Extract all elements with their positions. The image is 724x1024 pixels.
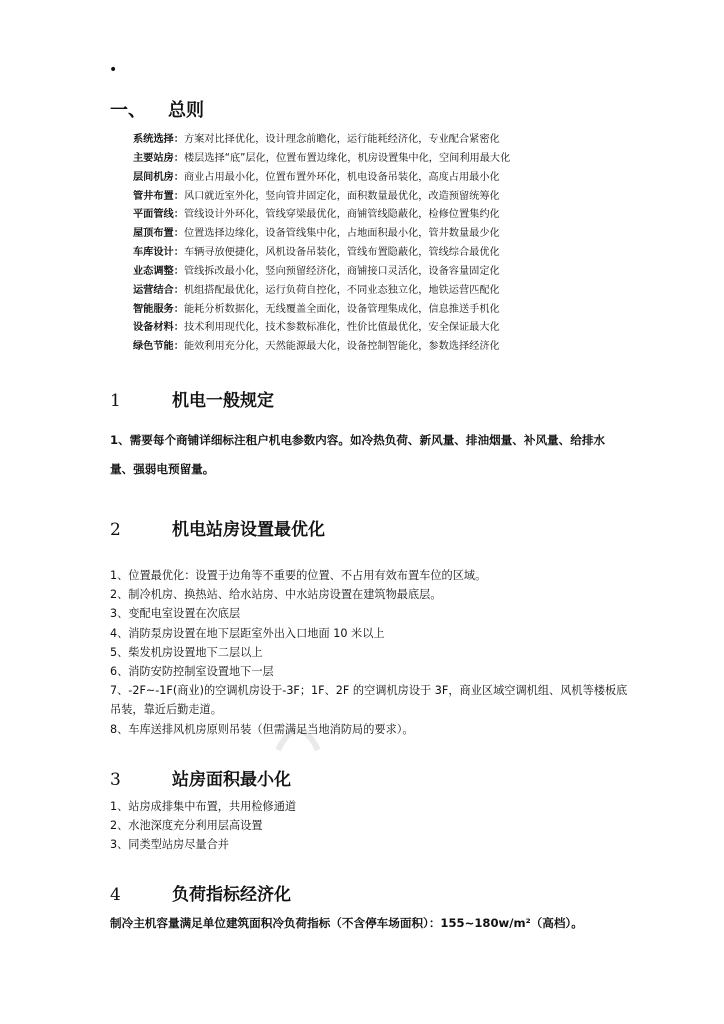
- list-item: 3、变配电室设置在次底层: [110, 607, 241, 621]
- section-1-heading: [110, 386, 274, 411]
- principle-text: 能耗分析数据化，无线覆盖全面化，设备管理集成化，信息推送手机化: [183, 303, 500, 315]
- section-2-list: [110, 566, 630, 739]
- principle-text: 商业占用最小化，位置布置外环化，机电设备吊装化，高度占用最小化: [183, 171, 500, 183]
- principle-item: [133, 263, 510, 282]
- list-item: 5、柴发机房设置地下二层以上: [110, 645, 263, 659]
- principle-key: 层间机房：: [133, 171, 184, 183]
- section-title: 站房面积最小化: [172, 770, 291, 790]
- principle-key: 管井布置：: [133, 190, 184, 202]
- principles-list: [133, 131, 510, 357]
- principle-text: 楼层选择“底”层化，位置布置边缘化，机房设置集中化，空间利用最大化: [183, 152, 511, 164]
- principle-item: [133, 301, 510, 320]
- principle-key: 系统选择：: [133, 134, 184, 145]
- principle-key: 绿色节能：: [133, 341, 184, 353]
- principle-key: 车库设计：: [133, 247, 184, 259]
- list-item: 1、位置最优化：设置于边角等不重要的位置、不占用有效布置车位的区域。: [110, 569, 487, 582]
- section-number: 4: [110, 885, 121, 905]
- section-3-list: [110, 797, 630, 855]
- principle-text: 位置选择边缘化，设备管线集中化，占地面积最小化，管井数量最少化: [183, 228, 500, 240]
- principle-item: [133, 225, 510, 244]
- list-item: 6、消防安防控制室设置地下一层: [110, 665, 274, 679]
- section-4-paragraph: 制冷主机容量满足单位建筑面积冷负荷指标（不含停车场面积）：155~180w/m²（高档）。: [110, 916, 583, 930]
- watermark-mark: [268, 700, 328, 760]
- section-title: 机电站房设置最优化: [172, 520, 325, 540]
- list-item: 7、-2F~-1F(商业)的空调机房设于-3F；1F、2F 的空调机房设于 3F，商业区域空调机组、风机等楼板底吊装，靠近后勤走道。: [110, 684, 628, 717]
- section-1-paragraph: 1、需要每个商铺详细标注租户机电参数内容。如冷热负荷、新风量、排油烟量、补风量、给排水量、强弱电预留量。: [110, 433, 606, 476]
- principle-text: 方案对比择优化，设计理念前瞻化，运行能耗经济化，专业配合紧密化: [183, 134, 500, 145]
- principle-item: [133, 282, 510, 301]
- principle-text: 车辆寻放便捷化，风机设备吊装化，管线布置隐蔽化，管线综合最优化: [183, 247, 500, 259]
- bullet-mark: •: [109, 62, 118, 78]
- section-4-heading: [110, 880, 291, 905]
- section-2-heading: [110, 515, 325, 540]
- principle-item: [133, 169, 510, 188]
- principle-key: 智能服务：: [133, 303, 184, 315]
- principle-key: 平面管线：: [133, 209, 184, 221]
- principle-item: [133, 338, 510, 357]
- list-item: 1、站房成排集中布置，共用检修通道: [110, 800, 297, 813]
- list-item: 2、水池深度充分利用层高设置: [110, 819, 263, 833]
- section-number: 3: [110, 770, 121, 790]
- main-heading-number: 一、: [110, 100, 146, 121]
- principle-item: [133, 319, 510, 338]
- section-title: 机电一般规定: [172, 391, 274, 411]
- principle-key: 主要站房：: [133, 152, 184, 164]
- section-title: 负荷指标经济化: [172, 885, 291, 905]
- principle-item: [133, 150, 510, 169]
- section-number: 1: [110, 391, 121, 411]
- principle-text: 机组搭配最优化，运行负荷自控化，不同业态独立化，地铁运营匹配化: [183, 284, 500, 296]
- list-item: 3、同类型站房尽量合并: [110, 838, 229, 852]
- list-item: 2、制冷机房、换热站、给水站房、中水站房设置在建筑物最底层。: [110, 588, 442, 602]
- principle-text: 技术利用现代化，技术参数标准化，性价比值最优化，安全保证最大化: [183, 322, 500, 334]
- section-3-heading: [110, 765, 291, 790]
- principle-key: 业态调整：: [133, 265, 184, 277]
- principle-key: 运营结合：: [133, 284, 184, 296]
- main-heading-title: 总则: [168, 100, 204, 121]
- principle-text: 管线设计外环化，管线穿梁最优化，商铺管线隐蔽化，检修位置集约化: [183, 209, 500, 221]
- principle-text: 能效利用充分化，天然能源最大化，设备控制智能化，参数选择经济化: [183, 341, 500, 353]
- principle-item: [133, 188, 510, 207]
- principle-item: [133, 206, 510, 225]
- principle-text: 管线拆改最小化，竖向预留经济化，商铺接口灵活化，设备容量固定化: [183, 265, 500, 277]
- list-item: 8、车库送排风机房原则吊装（但需满足当地消防局的要求）。: [110, 722, 414, 736]
- principle-item: [133, 244, 510, 263]
- principle-item: [133, 131, 510, 150]
- principle-key: 设备材料：: [133, 322, 184, 334]
- main-heading: [110, 96, 204, 122]
- section-number: 2: [110, 520, 121, 540]
- list-item: 4、消防泵房设置在地下层距室外出入口地面 10 米以上: [110, 626, 385, 640]
- principle-text: 风口就近室外化，竖向管井固定化，面积数量最优化，改造预留统筹化: [183, 190, 500, 202]
- principle-key: 屋顶布置：: [133, 228, 184, 240]
